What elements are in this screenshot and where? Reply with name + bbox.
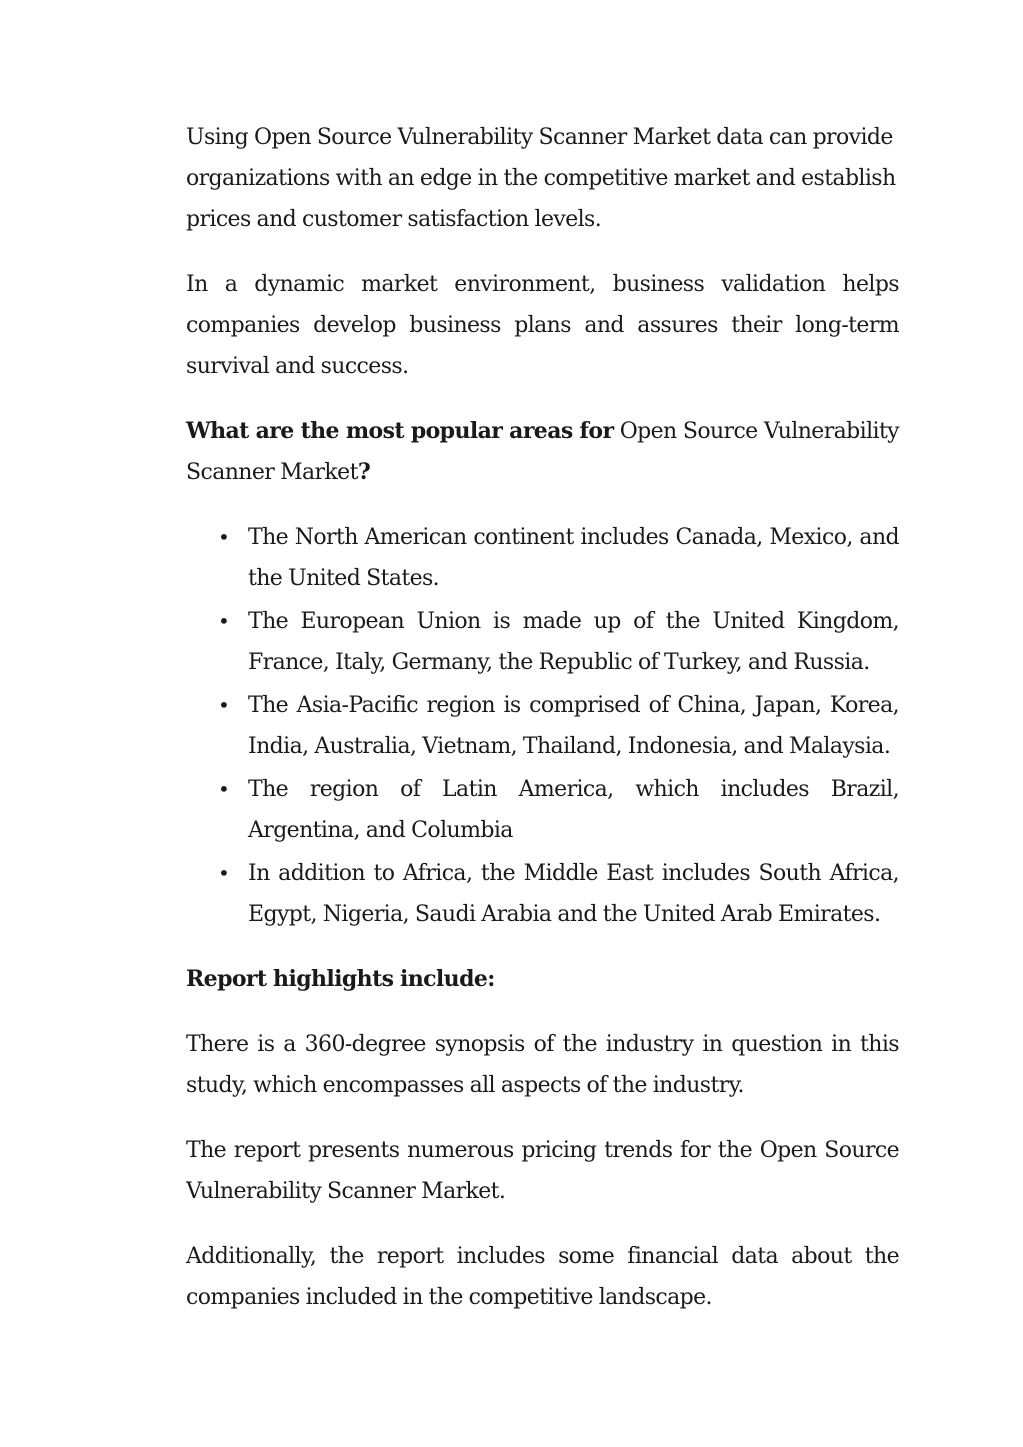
regions-question xyxy=(186,411,899,493)
list-item xyxy=(218,769,899,851)
list-item-text: In addition to Africa, the Middle East includes South Africa, Egypt, Nigeria, Saudi Arabia and the United Arab Emirates. xyxy=(248,861,899,927)
list-item xyxy=(218,685,899,767)
list-item xyxy=(218,601,899,683)
document-page xyxy=(186,117,899,1342)
question-market-name: Open Source Vulnerability Scanner Market xyxy=(186,419,900,485)
highlights-heading: Report highlights include: xyxy=(186,966,495,992)
bullet-icon: • xyxy=(218,861,230,885)
validation-paragraph: In a dynamic market environment, business validation helps companies develop business plans and assures their long-term survival and success. xyxy=(186,272,899,379)
bullet-icon: • xyxy=(218,693,230,717)
list-item xyxy=(218,853,899,935)
list-item-text: The region of Latin America, which includes Brazil, Argentina, and Columbia xyxy=(248,777,899,843)
highlight-paragraph-pricing: The report presents numerous pricing trends for the Open Source Vulnerability Scanner Market. xyxy=(186,1138,899,1204)
highlight-paragraph-financial: Additionally, the report includes some financial data about the companies included in the competitive landscape. xyxy=(186,1244,899,1310)
list-item xyxy=(218,517,899,599)
question-mark: ? xyxy=(357,459,371,485)
highlight-paragraph-synopsis: There is a 360-degree synopsis of the industry in question in this study, which encompasses all aspects of the industry. xyxy=(186,1032,899,1098)
regions-list xyxy=(186,517,899,935)
bullet-icon: • xyxy=(218,609,230,633)
list-item-text: The North American continent includes Canada, Mexico, and the United States. xyxy=(248,525,899,591)
bullet-icon: • xyxy=(218,525,230,549)
question-bold-text: What are the most popular areas for xyxy=(186,418,614,444)
list-item-text: The Asia-Pacific region is comprised of China, Japan, Korea, India, Australia, Vietnam, Thailand, Indonesia, and Malaysia. xyxy=(248,693,899,759)
list-item-text: The European Union is made up of the United Kingdom, France, Italy, Germany, the Republic of Turkey, and Russia. xyxy=(248,609,899,675)
intro-paragraph: Using Open Source Vulnerability Scanner Market data can provide organizations with an edge in the competitive market and establish prices and customer satisfaction levels. xyxy=(186,125,896,232)
bullet-icon: • xyxy=(218,777,230,801)
